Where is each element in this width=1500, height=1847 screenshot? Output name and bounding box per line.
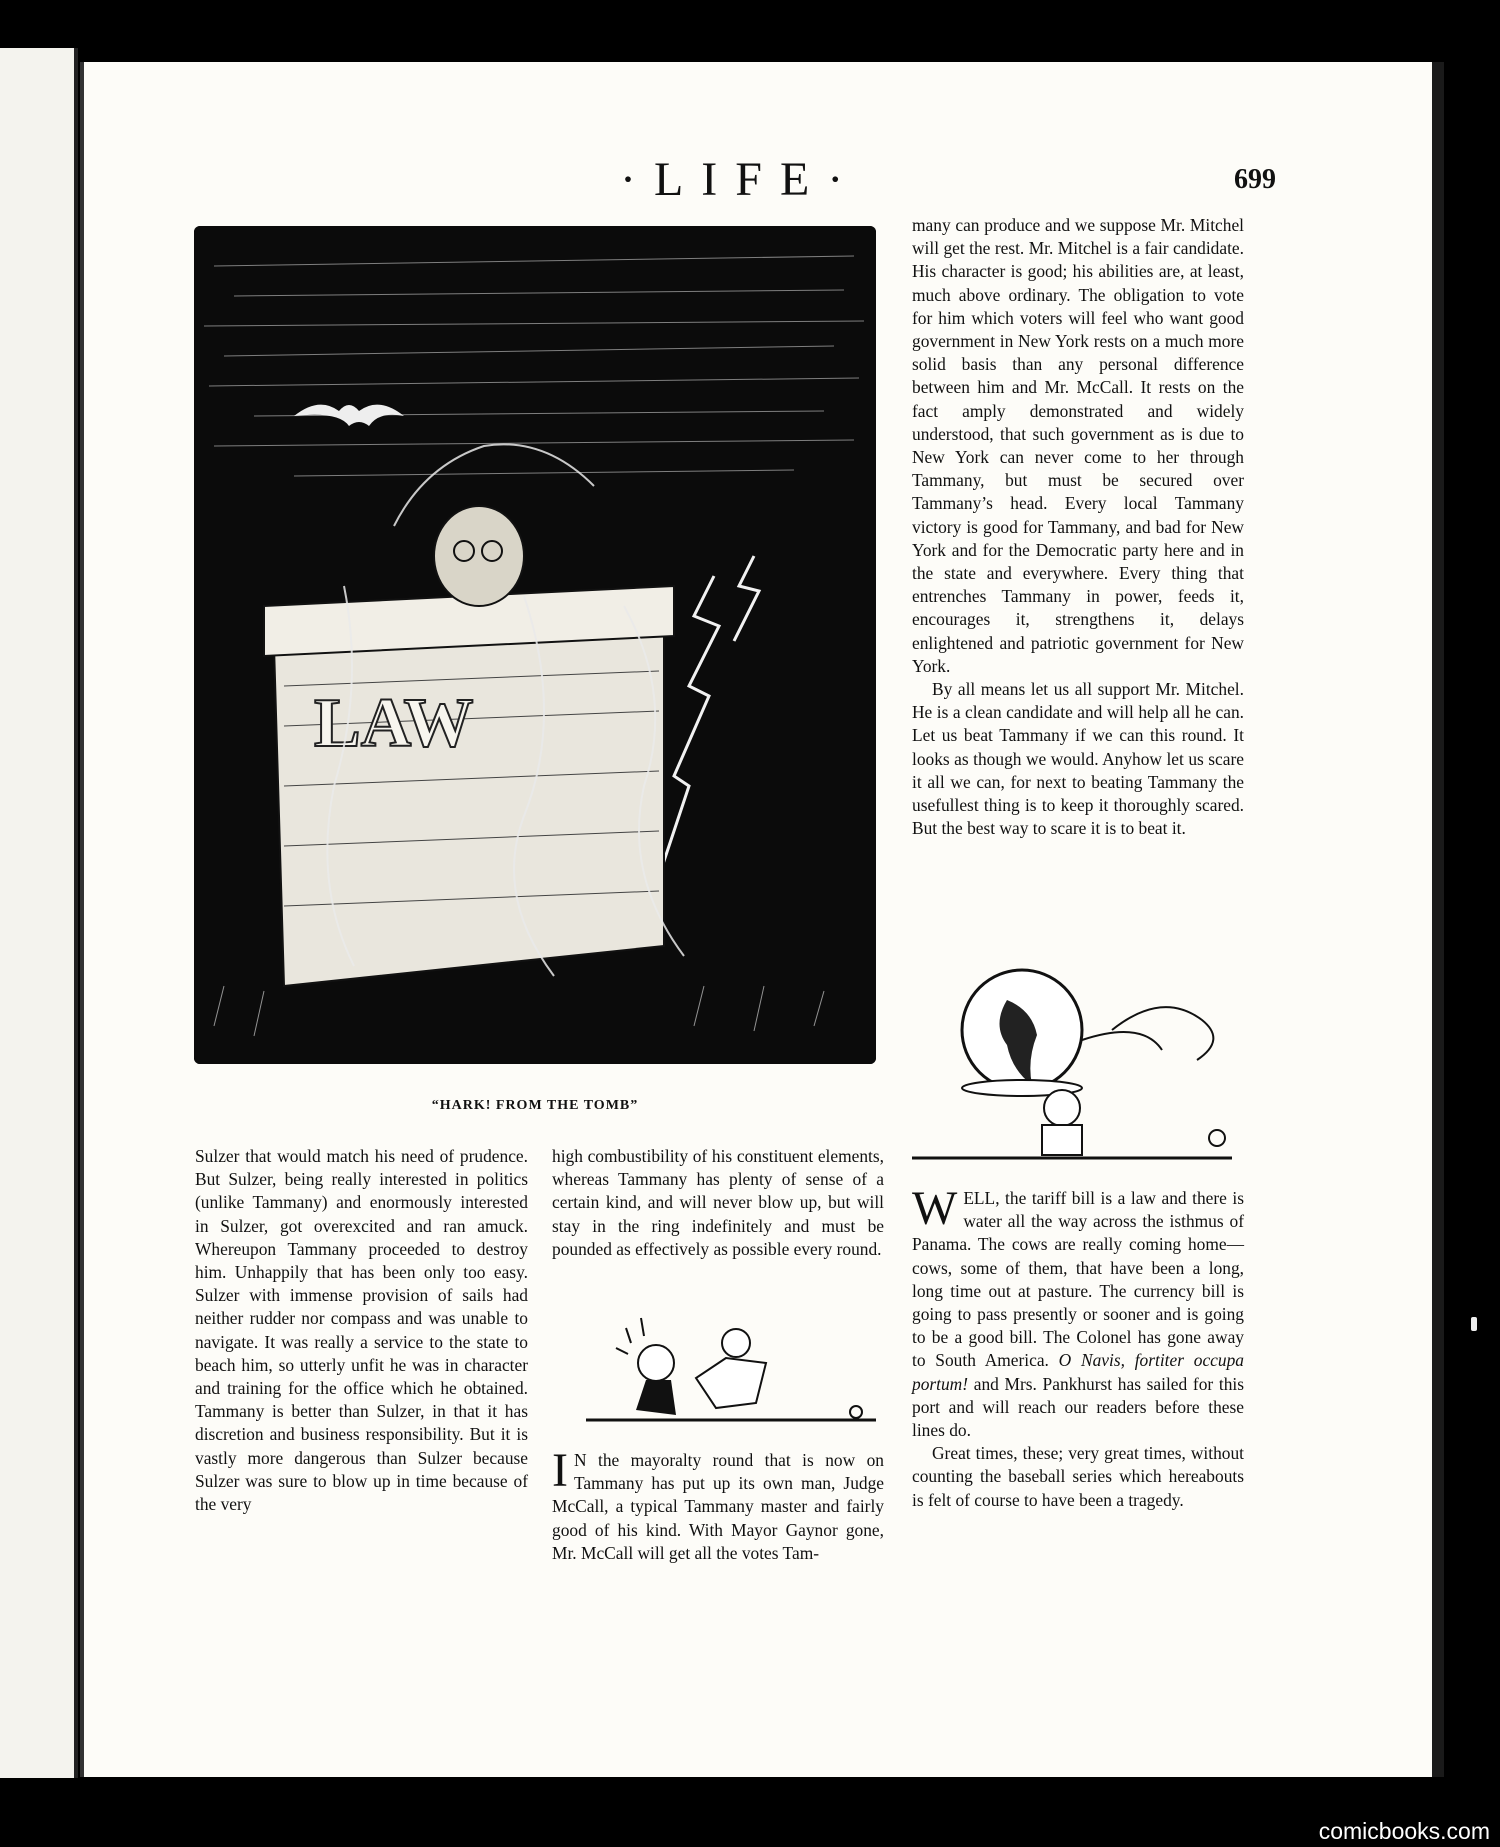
boxing-cartoon (586, 1308, 884, 1432)
column-3 (912, 214, 1244, 840)
page-number: 699 (1234, 164, 1276, 195)
tomb-cartoon (194, 226, 876, 1064)
column-1-paragraph: Sulzer that would match his need of prudence. But Sulzer, being really interested in politics (unlike Tammany) and enormously interested in Sulzer, got overexcited and ran amuck. Whereupon Tammany proceeded to destroy him. Unhappily that has been only too easy. Sulzer with immense provision of sails had neither rudder nor compass and was unable to navigate. It was really a service to the state to beach him, so utterly unfit he was in character and training for the office which he obtained. Tammany is better than Sulzer, in that it has discretion and business responsibility. But it is vastly more dangerous than Sulzer because Sulzer was sure to blow up in time because of the very (195, 1146, 528, 1515)
latin-phrase: O Navis, fortiter occupa portum! (912, 1350, 1244, 1394)
site-watermark: comicbooks.com (1318, 1818, 1490, 1844)
ghost-face (434, 506, 524, 606)
page-right-edge (1432, 62, 1444, 1777)
cartoon-caption: “HARK! FROM THE TOMB” (431, 1098, 639, 1113)
column-2 (552, 1145, 884, 1261)
drop-cap-i: I (552, 1444, 568, 1497)
column-3-paragraph-2: By all means let us all support Mr. Mitchel. He is a clean candidate and will help all he can. Let us beat Tammany if we can this round. It looks as though we would. Anyhow let us scare it all we can, for next to beating Tammany the usefullest thing is to keep it thoroughly scared. But the best way to scare it is to beat it. (912, 679, 1244, 839)
column-3-lower (912, 1182, 1244, 1512)
scan-mark (1471, 1317, 1477, 1331)
column-3-paragraph-4: Great times, these; very great times, without counting the baseball series which hereabouts is felt of course to have been a tragedy. (912, 1443, 1244, 1510)
globe-waiter-cartoon (912, 960, 1244, 1170)
column-2-lower (552, 1444, 884, 1565)
tomb (264, 586, 674, 986)
drop-cap-w: W (912, 1182, 958, 1235)
column-3-paragraph-1: many can produce and we suppose Mr. Mitchel will get the rest. Mr. Mitchel is a fair candidate. His character is good; his abilities are, at least, much above ordinary. The obligation to vote for him which voters will feel who want good government in New York rests on a much more solid basis than any personal difference between him and Mr. McCall. It rests on the fact amply demonstrated and widely understood, that such government as is due to New York can never come to her through Tammany, but must be secured over Tammany’s head. Every local Tammany victory is good for Tammany, and bad for New York and for the Democratic party here and in the state and everywhere. Every thing that entrenches Tammany in power, feeds it, encourages it, strengthens it, delays enlightened and patriotic government for New York. (912, 215, 1244, 676)
column-2-paragraph-1: high combustibility of his constituent elements, whereas Tammany has plenty of sense of a certain kind, and will never blow up, but will stay in the ring indefinitely and must be pounded as effectively as possible every round. (552, 1146, 884, 1259)
column-1 (195, 1145, 528, 1516)
column-2-paragraph-2: I N the mayoralty round that is now on Tammany has put up its own man, Judge McCall, a typical Tammany master and fairly good of his kind. With Mayor Gaynor gone, Mr. McCall will get all the votes Tam- (552, 1444, 884, 1563)
page-gutter (80, 62, 84, 1777)
masthead: ·LIFE· (620, 153, 862, 206)
facing-page-edge (0, 48, 78, 1778)
tomb-cartoon-drawing (194, 226, 876, 1064)
column-3-paragraph-3: WELL, the tariff bill is a law and there is water all the way across the isthmus of Panama. The cows are really coming home—cows, some of them, that have been a long, long time out at pasture. The currency bill is going to pass presently or sooner and is going to be a good bill. The Colonel has gone away to South America. O Navis, fortiter occupa portum! and Mrs. Pankhurst has sailed for this port and will reach our readers before these lines do. (912, 1182, 1244, 1441)
tomb-inscription: LAW (314, 685, 474, 762)
